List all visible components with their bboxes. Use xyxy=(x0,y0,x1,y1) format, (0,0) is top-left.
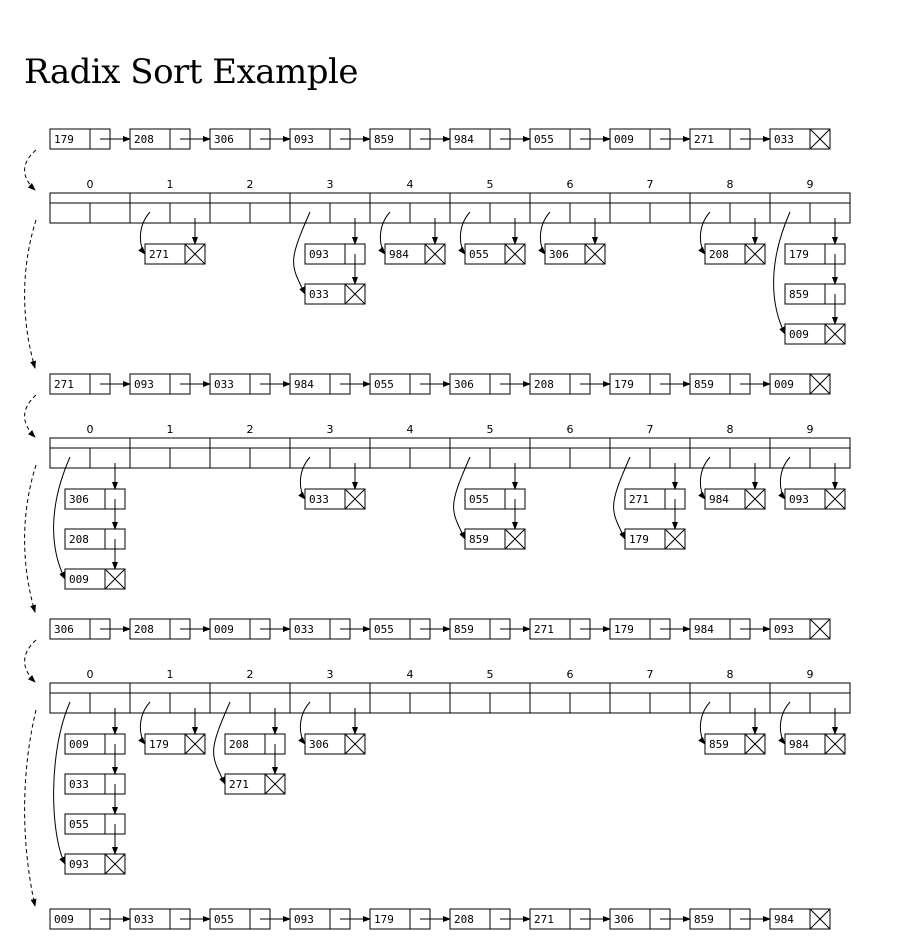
bucket-node xyxy=(705,734,765,754)
bucket-node xyxy=(305,489,365,509)
bucket-index-label: 7 xyxy=(646,668,654,681)
null-pointer-icon xyxy=(505,244,525,264)
bucket-index-label: 5 xyxy=(486,423,494,436)
dashed-flow-arrow xyxy=(25,395,36,437)
bucket-index-label: 3 xyxy=(326,423,334,436)
null-pointer-icon xyxy=(745,489,765,509)
list-node xyxy=(770,619,830,639)
null-pointer-icon xyxy=(810,129,830,149)
node-key: 306 xyxy=(549,248,569,261)
node-key: 208 xyxy=(69,533,89,546)
null-pointer-icon xyxy=(810,374,830,394)
bucket-index-label: 8 xyxy=(726,668,734,681)
null-pointer-icon xyxy=(585,244,605,264)
node-key: 984 xyxy=(774,913,794,926)
bucket-chain-9 xyxy=(774,212,845,344)
null-pointer-icon xyxy=(745,244,765,264)
linked-list-0 xyxy=(50,129,830,149)
node-key: 179 xyxy=(789,248,809,261)
bucket-node xyxy=(465,244,525,264)
node-key: 271 xyxy=(534,623,554,636)
node-key: 859 xyxy=(374,133,394,146)
node-key: 055 xyxy=(214,913,234,926)
bucket-chain-9 xyxy=(780,457,845,509)
bucket-index-label: 5 xyxy=(486,668,494,681)
bucket-index-label: 2 xyxy=(246,178,254,191)
node-key: 306 xyxy=(69,493,89,506)
bucket-index-label: 8 xyxy=(726,178,734,191)
bucket-index-label: 1 xyxy=(166,423,174,436)
null-pointer-icon xyxy=(825,324,845,344)
node-key: 208 xyxy=(134,133,154,146)
node-key: 055 xyxy=(469,493,489,506)
node-key: 093 xyxy=(789,493,809,506)
bucket-chain-3 xyxy=(300,702,365,754)
node-key: 009 xyxy=(214,623,234,636)
head-pointer-curve xyxy=(774,212,790,334)
bucket-node xyxy=(465,489,525,509)
list-node xyxy=(770,129,830,149)
null-pointer-icon xyxy=(105,854,125,874)
bucket-node xyxy=(785,489,845,509)
bucket-node xyxy=(225,734,285,754)
bucket-node xyxy=(625,529,685,549)
node-key: 271 xyxy=(629,493,649,506)
bucket-node xyxy=(705,489,765,509)
bucket-index-label: 9 xyxy=(806,668,814,681)
bucket-node xyxy=(65,529,125,549)
node-key: 179 xyxy=(614,623,634,636)
list-node xyxy=(770,909,830,929)
node-key: 859 xyxy=(789,288,809,301)
bucket-node xyxy=(385,244,445,264)
null-pointer-icon xyxy=(825,734,845,754)
linked-list-1 xyxy=(50,374,830,394)
node-key: 093 xyxy=(309,248,329,261)
null-pointer-icon xyxy=(105,569,125,589)
node-key: 984 xyxy=(294,378,314,391)
bucket-chain-1 xyxy=(140,212,205,264)
linked-list-2 xyxy=(50,619,830,639)
head-pointer-curve xyxy=(294,212,310,294)
node-key: 009 xyxy=(54,913,74,926)
node-key: 984 xyxy=(709,493,729,506)
null-pointer-icon xyxy=(810,619,830,639)
head-pointer-curve xyxy=(214,702,230,784)
node-key: 984 xyxy=(389,248,409,261)
bucket-index-label: 3 xyxy=(326,668,334,681)
node-key: 093 xyxy=(134,378,154,391)
bucket-index-label: 6 xyxy=(566,668,574,681)
bucket-node xyxy=(145,734,205,754)
bucket-node xyxy=(65,774,125,794)
node-key: 859 xyxy=(454,623,474,636)
bucket-index-label: 6 xyxy=(566,178,574,191)
node-key: 859 xyxy=(694,378,714,391)
node-key: 009 xyxy=(789,328,809,341)
node-key: 179 xyxy=(54,133,74,146)
pass-flow-arrows xyxy=(25,150,36,906)
null-pointer-icon xyxy=(665,529,685,549)
dashed-flow-arrow xyxy=(25,150,36,190)
bucket-array-pass-1 xyxy=(50,178,850,344)
bucket-chain-9 xyxy=(780,702,845,754)
bucket-chain-3 xyxy=(294,212,365,304)
bucket-index-label: 8 xyxy=(726,423,734,436)
bucket-index-label: 9 xyxy=(806,423,814,436)
node-key: 055 xyxy=(69,818,89,831)
null-pointer-icon xyxy=(825,489,845,509)
node-key: 093 xyxy=(774,623,794,636)
bucket-node xyxy=(65,814,125,834)
bucket-array-pass-3 xyxy=(50,668,850,874)
null-pointer-icon xyxy=(185,734,205,754)
diagram-title: Radix Sort Example xyxy=(24,52,359,92)
node-key: 093 xyxy=(294,913,314,926)
bucket-node xyxy=(785,324,845,344)
bucket-node xyxy=(705,244,765,264)
bucket-array-pass-2 xyxy=(50,423,850,589)
bucket-node xyxy=(305,734,365,754)
node-key: 093 xyxy=(294,133,314,146)
bucket-index-label: 5 xyxy=(486,178,494,191)
null-pointer-icon xyxy=(425,244,445,264)
node-key: 009 xyxy=(69,573,89,586)
bucket-chain-0 xyxy=(54,457,125,589)
bucket-index-label: 2 xyxy=(246,423,254,436)
bucket-chain-0 xyxy=(54,702,125,874)
node-key: 055 xyxy=(534,133,554,146)
null-pointer-icon xyxy=(505,529,525,549)
null-pointer-icon xyxy=(185,244,205,264)
node-key: 306 xyxy=(454,378,474,391)
head-pointer-curve xyxy=(614,457,630,539)
bucket-index-label: 4 xyxy=(406,178,414,191)
null-pointer-icon xyxy=(345,734,365,754)
bucket-node xyxy=(785,284,845,304)
bucket-chain-6 xyxy=(540,212,605,264)
node-key: 271 xyxy=(149,248,169,261)
node-key: 179 xyxy=(614,378,634,391)
node-key: 033 xyxy=(309,288,329,301)
bucket-node xyxy=(65,489,125,509)
node-key: 093 xyxy=(69,858,89,871)
node-key: 271 xyxy=(534,913,554,926)
bucket-chain-8 xyxy=(700,212,765,264)
bucket-index-label: 3 xyxy=(326,178,334,191)
bucket-node xyxy=(785,244,845,264)
list-node xyxy=(770,374,830,394)
bucket-chain-8 xyxy=(700,457,765,509)
node-key: 208 xyxy=(709,248,729,261)
node-key: 859 xyxy=(709,738,729,751)
node-key: 055 xyxy=(469,248,489,261)
node-key: 055 xyxy=(374,378,394,391)
node-key: 306 xyxy=(614,913,634,926)
bucket-chain-5 xyxy=(454,457,525,549)
linked-list-3 xyxy=(50,909,830,929)
node-key: 984 xyxy=(454,133,474,146)
head-pointer-curve xyxy=(454,457,470,539)
node-key: 208 xyxy=(454,913,474,926)
null-pointer-icon xyxy=(345,284,365,304)
dashed-flow-arrow xyxy=(25,640,36,682)
bucket-index-label: 7 xyxy=(646,178,654,191)
bucket-node xyxy=(465,529,525,549)
node-key: 859 xyxy=(694,913,714,926)
node-key: 306 xyxy=(214,133,234,146)
node-key: 055 xyxy=(374,623,394,636)
dashed-flow-arrow xyxy=(25,710,36,906)
bucket-node xyxy=(305,284,365,304)
node-key: 859 xyxy=(469,533,489,546)
node-key: 033 xyxy=(309,493,329,506)
bucket-node xyxy=(65,854,125,874)
bucket-chain-4 xyxy=(380,212,445,264)
node-key: 033 xyxy=(134,913,154,926)
node-key: 179 xyxy=(629,533,649,546)
bucket-node xyxy=(545,244,605,264)
bucket-index-label: 6 xyxy=(566,423,574,436)
bucket-index-label: 0 xyxy=(86,178,94,191)
bucket-node xyxy=(305,244,365,264)
node-key: 009 xyxy=(69,738,89,751)
bucket-index-label: 0 xyxy=(86,423,94,436)
node-key: 179 xyxy=(374,913,394,926)
bucket-chain-8 xyxy=(700,702,765,754)
head-pointer-curve xyxy=(54,702,70,864)
head-pointer-curve xyxy=(54,457,70,579)
node-key: 009 xyxy=(774,378,794,391)
bucket-node xyxy=(145,244,205,264)
null-pointer-icon xyxy=(810,909,830,929)
node-key: 033 xyxy=(294,623,314,636)
node-key: 306 xyxy=(309,738,329,751)
bucket-index-label: 4 xyxy=(406,668,414,681)
bucket-chain-5 xyxy=(460,212,525,264)
bucket-index-label: 0 xyxy=(86,668,94,681)
bucket-chain-7 xyxy=(614,457,685,549)
bucket-index-label: 9 xyxy=(806,178,814,191)
node-key: 033 xyxy=(214,378,234,391)
bucket-index-label: 1 xyxy=(166,178,174,191)
node-key: 271 xyxy=(229,778,249,791)
null-pointer-icon xyxy=(745,734,765,754)
node-key: 033 xyxy=(69,778,89,791)
node-key: 984 xyxy=(789,738,809,751)
null-pointer-icon xyxy=(265,774,285,794)
node-key: 984 xyxy=(694,623,714,636)
node-key: 009 xyxy=(614,133,634,146)
bucket-index-label: 7 xyxy=(646,423,654,436)
node-key: 179 xyxy=(149,738,169,751)
bucket-chain-2 xyxy=(214,702,285,794)
bucket-chain-1 xyxy=(140,702,205,754)
bucket-index-label: 2 xyxy=(246,668,254,681)
bucket-chain-3 xyxy=(300,457,365,509)
bucket-node xyxy=(625,489,685,509)
bucket-node xyxy=(225,774,285,794)
node-key: 271 xyxy=(694,133,714,146)
node-key: 208 xyxy=(534,378,554,391)
node-key: 271 xyxy=(54,378,74,391)
bucket-node xyxy=(65,734,125,754)
bucket-node xyxy=(65,569,125,589)
node-key: 208 xyxy=(134,623,154,636)
bucket-index-label: 1 xyxy=(166,668,174,681)
dashed-flow-arrow xyxy=(25,220,36,368)
node-key: 208 xyxy=(229,738,249,751)
bucket-index-label: 4 xyxy=(406,423,414,436)
dashed-flow-arrow xyxy=(25,465,36,612)
node-key: 033 xyxy=(774,133,794,146)
node-key: 306 xyxy=(54,623,74,636)
null-pointer-icon xyxy=(345,489,365,509)
bucket-node xyxy=(785,734,845,754)
